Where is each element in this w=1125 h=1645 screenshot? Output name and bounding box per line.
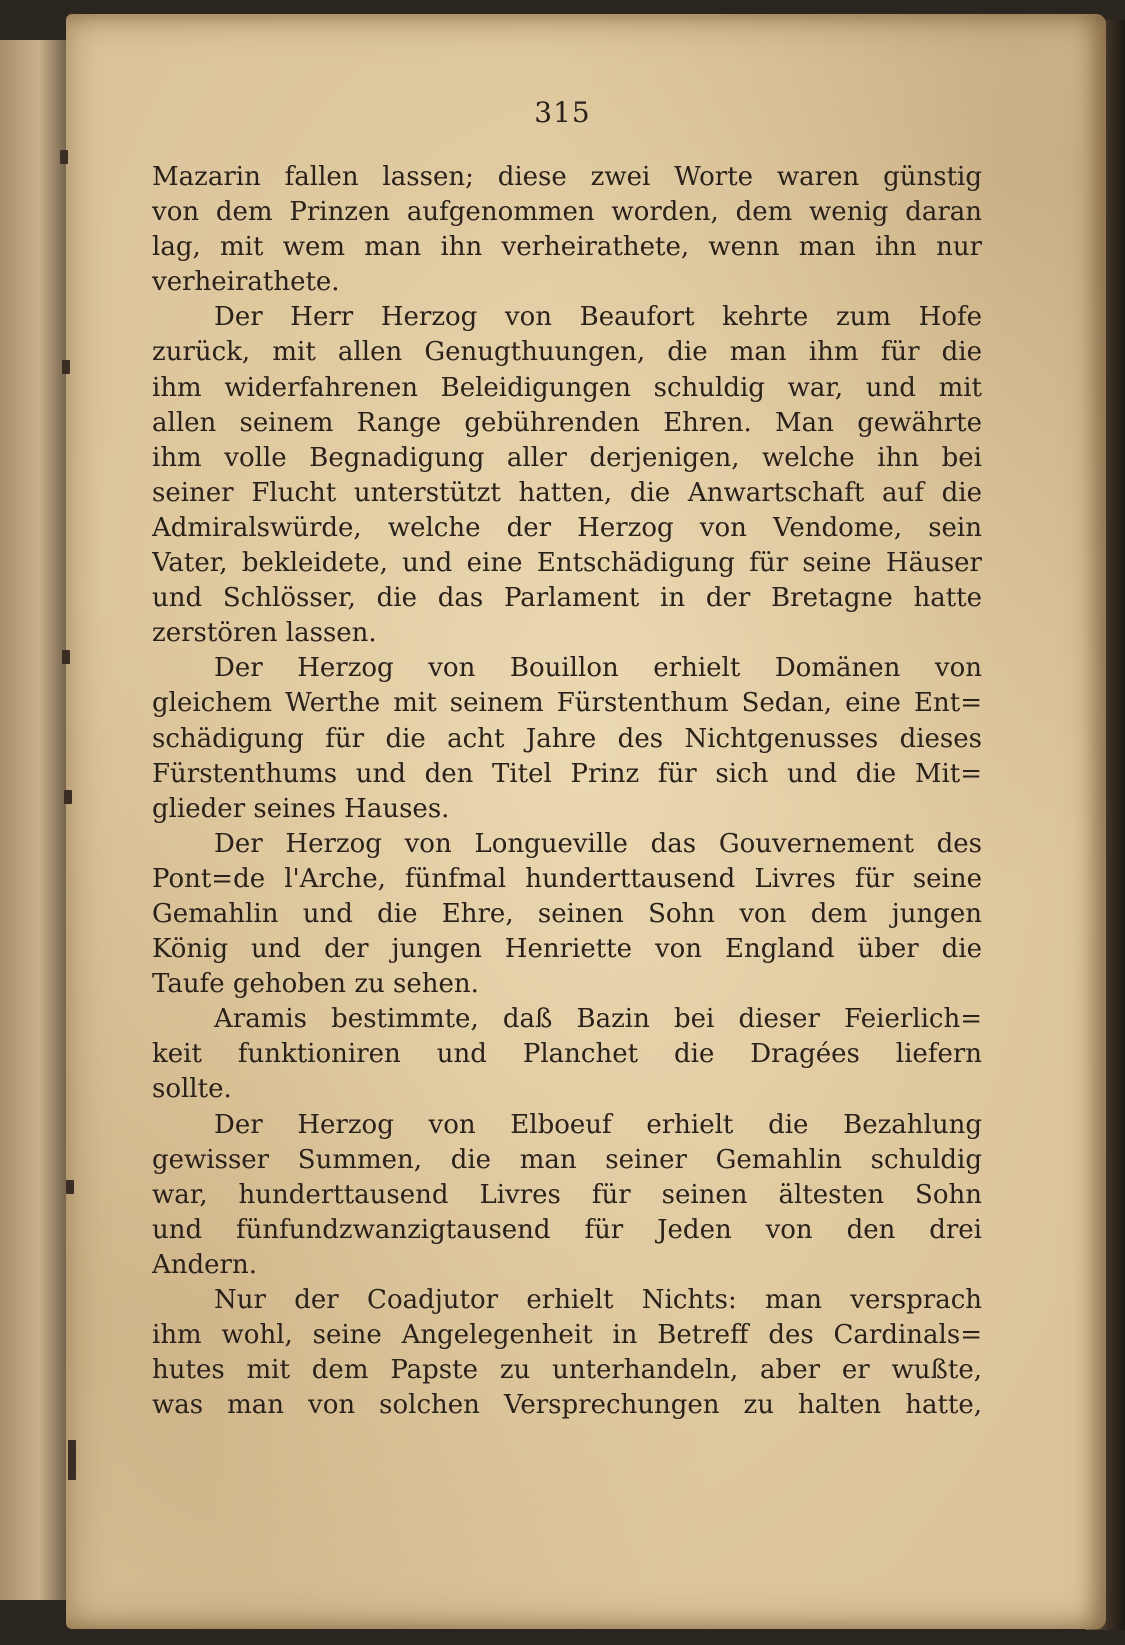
margin-mark (62, 650, 70, 664)
text-line: schädigung für die acht Jahre des Nichtgenusses dieses (152, 723, 982, 754)
text-line: Gemahlin und die Ehre, seinen Sohn von dem jungen (152, 898, 982, 929)
text-line: was man von solchen Versprechungen zu halten hatte, (152, 1390, 982, 1421)
margin-mark (62, 360, 70, 374)
text-line: gewisser Summen, die man seiner Gemahlin schuldig (152, 1144, 982, 1175)
text-line: Der Herzog von Longueville das Gouvernement des (214, 828, 982, 859)
text-line: ihm volle Begnadigung aller derjenigen, welche ihn bei (152, 442, 982, 473)
text-line: ihm wohl, seine Angelegenheit in Betreff des Cardinals= (152, 1320, 982, 1351)
text-line: Taufe gehoben zu sehen. (152, 969, 479, 1000)
text-line: und Schlösser, die das Parlament in der Bretagne hatte (152, 583, 982, 614)
text-line: und fünfundzwanzigtausend für Jeden von den drei (152, 1214, 982, 1245)
text-line: ihm widerfahrenen Beleidigungen schuldig war, und mit (152, 372, 982, 403)
text-line: verheirathete. (152, 267, 340, 298)
page-number: 315 (534, 96, 591, 129)
margin-mark (60, 150, 68, 164)
text-line: zurück, mit allen Genugthuungen, die man ihm für die (152, 337, 982, 368)
text-line: seiner Flucht unterstützt hatten, die Anwartschaft auf die (152, 477, 982, 508)
margin-mark (66, 1180, 74, 1194)
text-line: gleichem Werthe mit seinem Fürstenthum Sedan, eine Ent= (152, 688, 982, 719)
margin-mark (64, 790, 72, 804)
text-line: zerstören lassen. (152, 618, 377, 649)
body-text (152, 160, 982, 1423)
text-line: war, hunderttausend Livres für seinen ältesten Sohn (152, 1179, 982, 1210)
text-line: glieder seines Hauses. (152, 793, 450, 824)
text-line: sollte. (152, 1074, 232, 1105)
facing-page-edge (0, 40, 70, 1600)
margin-mark (68, 1440, 76, 1480)
text-line: allen seinem Range gebührenden Ehren. Man gewährte (152, 407, 982, 438)
text-line: lag, mit wem man ihn verheirathete, wenn man ihn nur (152, 232, 982, 263)
text-line: hutes mit dem Papste zu unterhandeln, aber er wußte, (152, 1355, 982, 1386)
text-line: Der Herzog von Bouillon erhielt Domänen von (214, 653, 982, 684)
text-line: Mazarin fallen lassen; diese zwei Worte waren günstig (152, 162, 982, 192)
text-line: Pont=de l'Arche, fünfmal hunderttausend Livres für seine (152, 863, 982, 894)
text-line: von dem Prinzen aufgenommen worden, dem wenig daran (152, 197, 982, 228)
text-line: Aramis bestimmte, daß Bazin bei dieser Feierlich= (214, 1004, 982, 1035)
text-line: Andern. (152, 1249, 257, 1280)
text-line: Vater, bekleidete, und eine Entschädigung für seine Häuser (152, 548, 982, 579)
text-line: Der Herzog von Elboeuf erhielt die Bezahlung (214, 1109, 982, 1140)
text-line: keit funktioniren und Planchet die Dragées liefern (152, 1039, 982, 1070)
text-line: Fürstenthums und den Titel Prinz für sich und die Mit= (152, 758, 982, 789)
text-line: Nur der Coadjutor erhielt Nichts: man versprach (214, 1285, 982, 1315)
text-line: Admiralswürde, welche der Herzog von Vendome, sein (152, 512, 982, 543)
text-line: König und der jungen Henriette von England über die (152, 934, 982, 965)
text-line: Der Herr Herzog von Beaufort kehrte zum Hofe (214, 302, 982, 333)
